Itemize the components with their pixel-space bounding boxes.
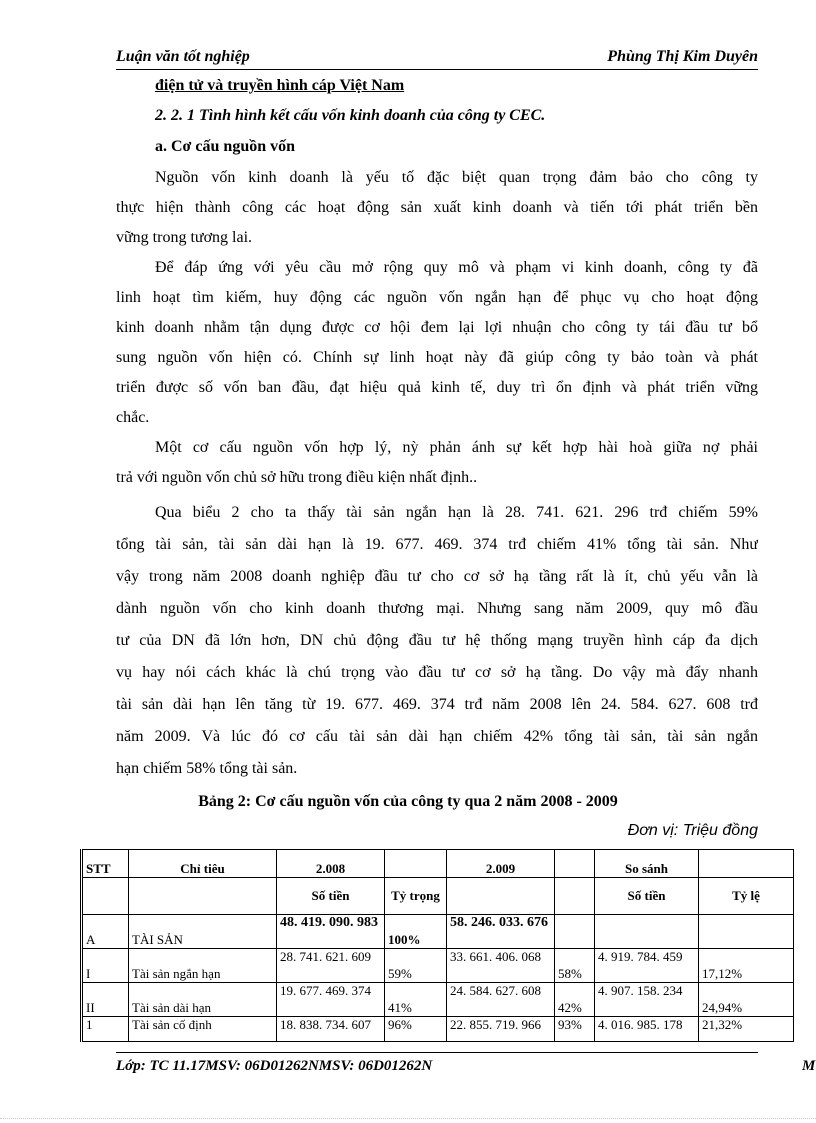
cell-2009-value: 33. 661. 406. 068: [447, 949, 555, 983]
subheading-a: a. Cơ cấu nguồn vốn: [155, 138, 296, 155]
table-caption: Bảng 2: Cơ cấu nguồn vốn của công ty qua 2 năm 2008 - 2009: [198, 793, 618, 810]
para2-line4: sung nguồn vốn hiện có. Chính sự linh hoạt này đã giúp công ty bảo toàn và phát: [116, 349, 758, 366]
para4-line6: vụ hay nói cách khác là chú trọng vào đầu tư cơ sở hạ tầng. Do vậy mà đẩy nhanh: [116, 664, 758, 681]
para1-line3: vững trong tương lai.: [116, 229, 253, 246]
th-2008: 2.008: [277, 850, 385, 878]
para4-line7: tài sản dài hạn lên tăng từ 19. 677. 469. 374 trđ năm 2008 lên 24. 584. 627. 608 trđ: [116, 696, 758, 713]
th-so-sanh: So sánh: [595, 850, 699, 878]
capital-structure-table: [80, 849, 794, 1042]
cell-stt: A: [82, 915, 129, 949]
para4-line1: Qua biểu 2 cho ta thấy tài sản ngắn hạn là 28. 741. 621. 296 trđ chiếm 59%: [155, 504, 758, 521]
para4-line5: tư của DN đã lớn hơn, DN chủ động đầu tư hệ thống mạng truyền hình cáp đa dịch: [116, 632, 758, 649]
table-unit: Đơn vị: Triệu đồng: [627, 822, 758, 839]
cell-rate: 21,32%: [699, 1017, 794, 1042]
table-row: [82, 949, 794, 983]
para2-line5: triển được số vốn ban đầu, đạt hiệu quả kinh tế, duy trì ổn định và phát triển vững: [116, 379, 758, 396]
cell-diff: [595, 915, 699, 949]
table-row: [82, 1017, 794, 1042]
cell-stt: I: [82, 949, 129, 983]
cell-rate: 17,12%: [699, 949, 794, 983]
th-empty-1: [385, 850, 447, 878]
header-rule: [116, 69, 758, 70]
header-right: Phùng Thị Kim Duyên: [607, 48, 758, 65]
th2-empty-4: [555, 878, 595, 915]
para4-line8: năm 2009. Và lúc đó cơ cấu tài sản dài hạn chiếm 42% tổng tài sản, tài sản ngắn: [116, 728, 758, 745]
para2-line3: kinh doanh nhằm tận dụng được cơ hội đem lại lợi nhuận cho công ty tái đầu tư bổ: [116, 319, 758, 336]
header-left: Luận văn tốt nghiệp: [116, 48, 250, 65]
cell-name: TÀI SẢN: [129, 915, 277, 949]
th-ty-le: Tỷ lệ: [699, 878, 794, 915]
para2-line6: chắc.: [116, 409, 150, 426]
footer-rule: [116, 1052, 758, 1053]
footer-left: Lớp: TC 11.17MSV: 06D01262NMSV: 06D01262N: [116, 1058, 433, 1074]
para1-line2: thực hiện thành công các hoạt động sản xuất kinh doanh và tiến tới phát triển bền: [116, 199, 758, 216]
cell-2009-pct: 58%: [555, 949, 595, 983]
th2-empty-2: [129, 878, 277, 915]
para2-line2: linh hoạt tìm kiếm, huy động các nguồn vốn ngắn hạn để phục vụ cho hoạt động: [116, 289, 758, 306]
cell-rate: 24,94%: [699, 983, 794, 1017]
th2-empty-3: [447, 878, 555, 915]
cell-2009-pct: 93%: [555, 1017, 595, 1042]
cell-2009-value: 22. 855. 719. 966: [450, 1017, 541, 1032]
para3-line2: trả với nguồn vốn chủ sở hữu trong điều kiện nhất định..: [116, 469, 478, 486]
para4-line2: tổng tài sản, tài sản dài hạn là 19. 677. 469. 374 trđ chiếm 41% tổng tài sản. Như: [116, 536, 758, 553]
cell-2008-value: 19. 677. 469. 374: [277, 983, 385, 1017]
cell-2009-value: 58. 246. 033. 676: [447, 915, 555, 949]
para2-line1: Để đáp ứng với yêu cầu mở rộng quy mô và phạm vi kinh doanh, công ty đã: [155, 259, 758, 276]
para4-line4: dành nguồn vốn cho kinh doanh thương mại. Nhưng sang năm 2009, quy mô đầu: [116, 600, 758, 617]
th-stt: STT: [82, 850, 129, 878]
cell-name: Tài sản cố định: [129, 1017, 277, 1042]
cell-2009-value: 24. 584. 627. 608: [447, 983, 555, 1017]
th-so-tien-1: Số tiền: [277, 878, 385, 915]
para4-line9: hạn chiếm 58% tổng tài sản.: [116, 760, 298, 777]
para3-line1: Một cơ cấu nguồn vốn hợp lý, nỳ phản ánh sự kết hợp hài hoà giữa nợ phải: [155, 439, 758, 456]
subsection-heading: 2. 2. 1 Tình hình kết cấu vốn kinh doanh của công ty CEC.: [155, 107, 546, 124]
table-header-row-1: [82, 850, 794, 878]
cell-2008-pct: 59%: [385, 949, 447, 983]
footer-right: M: [802, 1058, 816, 1074]
cell-stt: II: [82, 983, 129, 1017]
th-so-tien-2: Số tiền: [595, 878, 699, 915]
cell-2008-value: 28. 741. 621. 609: [277, 949, 385, 983]
th-ty-trong: Tỷ trọng: [385, 878, 447, 915]
cell-rate: [699, 915, 794, 949]
cell-2009-pct: 42%: [555, 983, 595, 1017]
cell-stt: 1: [82, 1017, 129, 1042]
cell-2008-pct: 96%: [385, 1017, 447, 1042]
para4-line3: vậy trong năm 2008 doanh nghiệp đầu tư cho cơ sở hạ tầng rất là ít, chủ yếu vẫn là: [116, 568, 758, 585]
cell-name: Tài sản dài hạn: [129, 983, 277, 1017]
table-row: [82, 983, 794, 1017]
th2-empty-1: [82, 878, 129, 915]
table-row: [82, 915, 794, 949]
table-header-row-2: [82, 878, 794, 915]
cell-diff: 4. 919. 784. 459: [595, 949, 699, 983]
th-2009: 2.009: [447, 850, 555, 878]
section-continuation: điện tử và truyền hình cáp Việt Nam: [155, 77, 405, 94]
cell-diff: 4. 907. 158. 234: [595, 983, 699, 1017]
th-chi-tieu: Chỉ tiêu: [129, 850, 277, 878]
cell-2008-value: 18. 838. 734. 607: [280, 1017, 371, 1032]
cell-2008-pct: 100%: [385, 915, 447, 949]
para1-line1: Nguồn vốn kinh doanh là yếu tố đặc biệt quan trọng đảm bảo cho công ty: [155, 169, 758, 186]
cell-2009-pct: [555, 915, 595, 949]
cell-2008-pct: 41%: [385, 983, 447, 1017]
page-break-line: [0, 1118, 816, 1119]
cell-diff: 4. 016. 985. 178: [598, 1017, 683, 1032]
cell-name: Tài sản ngắn hạn: [129, 949, 277, 983]
th-empty-3: [699, 850, 794, 878]
th-empty-2: [555, 850, 595, 878]
page-header: [116, 48, 758, 70]
cell-2008-value: 48. 419. 090. 983: [277, 915, 385, 949]
